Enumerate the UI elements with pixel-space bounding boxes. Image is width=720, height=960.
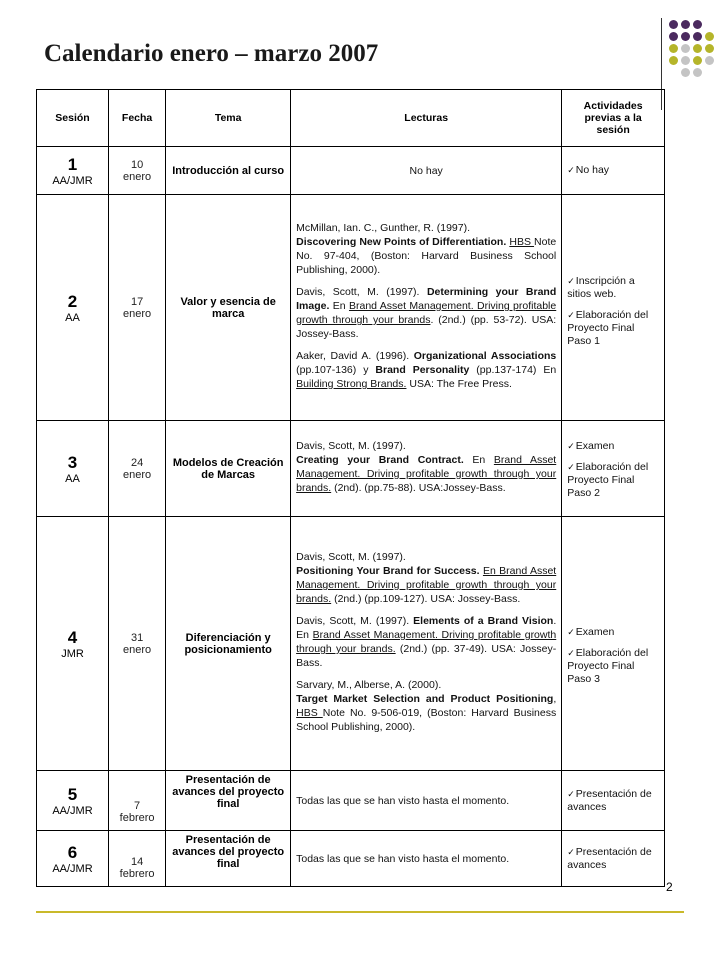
schedule-table (36, 89, 665, 887)
reading-author: Sarvary, M., Alberse, A. (2000). (296, 679, 442, 691)
reading-details: (2nd.) (pp.109-127). USA: Jossey-Bass. (331, 593, 521, 605)
activity-text: Examen (575, 440, 615, 452)
session-cell (37, 517, 109, 771)
reading-details: (2nd). (pp.75-88). USA:Jossey-Bass. (331, 482, 506, 494)
check-icon: ✓ (567, 648, 575, 658)
date-month: enero (123, 170, 152, 183)
reading-author: Davis, Scott, M. (1997). (296, 286, 420, 298)
activities-cell (562, 517, 665, 771)
activities-cell (562, 195, 665, 421)
date-day: 17 (130, 295, 144, 308)
date-cell (109, 517, 166, 771)
topic-cell: Valor y esencia de marca (166, 195, 291, 421)
activity-text: Elaboración del Proyecto Final Paso 1 (567, 308, 649, 347)
table-header-row (37, 90, 665, 147)
activity-item (567, 846, 659, 872)
reading-author: McMillan, Ian. C., Gunther, R. (1997). (296, 222, 471, 234)
decorative-dot (681, 68, 690, 77)
header-fecha: Fecha (109, 90, 166, 147)
check-icon: ✓ (567, 846, 575, 857)
footer-divider-line (36, 911, 684, 913)
decorative-dot (669, 20, 678, 29)
topic-cell: Presentación de avances del proyecto final (166, 831, 291, 887)
reading-title: Determining your Brand Image. (296, 286, 557, 312)
activity-item (567, 275, 659, 301)
activity-text: Elaboración del Proyecto Final Paso 2 (567, 461, 649, 499)
activity-item (567, 309, 659, 348)
check-icon: ✓ (567, 788, 575, 799)
session-instructor: AA/JMR (52, 804, 93, 817)
reading-details: Note No. 9-506-019, (Boston: Harvard Business School Publishing, 2000). (296, 707, 557, 733)
reading-book: Brand Asset Management. Driving profitable growth through your brands. (296, 454, 557, 494)
table-row (37, 147, 665, 195)
reading-entry (296, 550, 556, 606)
date-month: febrero (119, 868, 155, 880)
reading-title: Creating your Brand Contract. (296, 454, 464, 466)
readings-cell (291, 517, 562, 771)
page-title: Calendario enero – marzo 2007 (44, 40, 379, 67)
activity-item (567, 647, 659, 686)
header-sesion: Sesión (37, 90, 109, 147)
decorative-dot (693, 20, 702, 29)
session-instructor: AA/JMR (52, 174, 93, 187)
header-lecturas: Lecturas (291, 90, 562, 147)
reading-details: USA: The Free Press. (406, 378, 512, 390)
session-instructor: JMR (61, 647, 84, 660)
reading-author: Aaker, David A. (1996). (296, 350, 410, 362)
reading-details: . (2nd.) (pp. 53-72). USA: Jossey-Bass. (296, 314, 557, 340)
decorative-dot (681, 56, 690, 65)
date-day: 7 (134, 800, 141, 812)
readings-cell (291, 195, 562, 421)
readings-cell (291, 421, 562, 517)
reading-book: Brand Asset Management. Driving profitable growth through your brands. (296, 629, 557, 655)
reading-book: Brand Asset Management. Driving profitable growth through your brands (296, 300, 557, 326)
session-instructor: AA (65, 472, 80, 485)
reading-connector: . En (296, 615, 557, 641)
activity-text: Examen (575, 626, 615, 638)
reading-author: Davis, Scott, M. (1997). (296, 440, 406, 452)
topic-cell: Diferenciación y posicionamiento (166, 517, 291, 771)
decorative-dot (681, 32, 690, 41)
decorative-dot (681, 44, 690, 53)
activity-item (567, 626, 659, 639)
activity-text: Presentación de avances (567, 787, 652, 813)
activity-text: No hay (575, 164, 610, 176)
date-day: 10 (130, 158, 144, 171)
session-cell (37, 771, 109, 831)
check-icon: ✓ (567, 309, 575, 320)
activity-item (567, 461, 659, 500)
activity-text: Presentación de avances (567, 845, 652, 871)
date-month: enero (123, 468, 152, 481)
session-number: 3 (67, 452, 78, 472)
readings-cell: Todas las que se han visto hasta el momento. (291, 831, 562, 887)
reading-entry (296, 221, 556, 277)
session-number: 4 (67, 627, 78, 647)
check-icon: ✓ (567, 627, 575, 637)
date-month: enero (123, 307, 152, 320)
reading-entry (296, 614, 556, 670)
session-cell (37, 421, 109, 517)
decorative-dot (669, 32, 678, 41)
date-day: 24 (130, 456, 144, 469)
reading-details: Note No. 97-404, (Boston: Harvard Business School Publishing, 2000). (296, 236, 557, 276)
reading-connector: En (463, 454, 494, 466)
reading-author: Davis, Scott, M. (1997). (296, 551, 406, 563)
decorative-dot (705, 32, 714, 41)
header-tema: Tema (166, 90, 291, 147)
session-instructor: AA/JMR (52, 862, 93, 875)
check-icon: ✓ (567, 165, 575, 175)
reading-connector: En (329, 300, 349, 312)
date-month: febrero (119, 812, 155, 824)
table-row (37, 421, 665, 517)
reading-pages: (pp.107-136) y (296, 364, 376, 376)
reading-connector: , (553, 693, 557, 705)
activity-item (567, 164, 659, 177)
date-day: 31 (130, 631, 144, 644)
reading-title: Organizational Associations (413, 350, 557, 362)
date-cell (109, 831, 166, 887)
readings-cell: No hay (291, 147, 562, 195)
activity-text: Elaboración del Proyecto Final Paso 3 (567, 647, 649, 685)
reading-details: (2nd.) (pp. 37-49). USA: Jossey-Bass. (296, 643, 557, 669)
reading-entry (296, 678, 556, 734)
decorative-dot (693, 44, 702, 53)
decorative-dot (681, 20, 690, 29)
reading-entry (296, 349, 556, 391)
reading-source: HBS (509, 236, 535, 248)
activity-item (567, 440, 659, 453)
date-cell (109, 147, 166, 195)
session-number: 6 (67, 842, 78, 862)
reading-title: Discovering New Points of Differentiation. (296, 236, 507, 248)
date-cell (109, 421, 166, 517)
date-cell (109, 195, 166, 421)
check-icon: ✓ (567, 275, 575, 286)
reading-title: Target Market Selection and Product Positioning (296, 693, 554, 705)
session-cell (37, 147, 109, 195)
date-day: 14 (130, 856, 144, 868)
decorative-dot (693, 56, 702, 65)
page-number: 2 (666, 880, 673, 894)
table-row (37, 517, 665, 771)
activities-cell (562, 421, 665, 517)
readings-cell: Todas las que se han visto hasta el momento. (291, 771, 562, 831)
activities-cell (562, 831, 665, 887)
topic-cell: Introducción al curso (166, 147, 291, 195)
decorative-dot (669, 44, 678, 53)
reading-pages: (pp.137-174) En (469, 364, 557, 376)
reading-entry (296, 439, 556, 495)
session-number: 2 (67, 291, 78, 311)
reading-book: En Brand Asset Management. Driving profitable growth through your brands. (296, 565, 557, 605)
activity-item (567, 788, 659, 814)
activities-cell (562, 771, 665, 831)
table-row (37, 831, 665, 887)
reading-entry (296, 285, 556, 341)
check-icon: ✓ (567, 462, 575, 472)
decorative-dot (705, 56, 714, 65)
header-actividades: Actividades previas a la sesión (562, 90, 665, 147)
reading-title: Elements of a Brand Vision (413, 615, 554, 627)
decorative-dot (669, 56, 678, 65)
table-row (37, 195, 665, 421)
decorative-dot (693, 68, 702, 77)
reading-author: Davis, Scott, M. (1997). (296, 615, 410, 627)
session-cell (37, 195, 109, 421)
session-cell (37, 831, 109, 887)
reading-title: Positioning Your Brand for Success. (296, 565, 480, 577)
check-icon: ✓ (567, 441, 575, 451)
decorative-dot (705, 44, 714, 53)
reading-title: Brand Personality (375, 364, 470, 376)
activity-text: Inscripción a sitios web. (567, 274, 635, 300)
topic-cell: Modelos de Creación de Marcas (166, 421, 291, 517)
activities-cell (562, 147, 665, 195)
date-month: enero (123, 643, 152, 656)
session-number: 1 (67, 154, 78, 174)
table-row (37, 771, 665, 831)
session-instructor: AA (65, 311, 80, 324)
session-number: 5 (67, 784, 78, 804)
topic-cell: Presentación de avances del proyecto final (166, 771, 291, 831)
reading-book: Building Strong Brands. (296, 378, 407, 390)
decorative-dot (693, 32, 702, 41)
date-cell (109, 771, 166, 831)
reading-source: HBS (296, 707, 323, 719)
